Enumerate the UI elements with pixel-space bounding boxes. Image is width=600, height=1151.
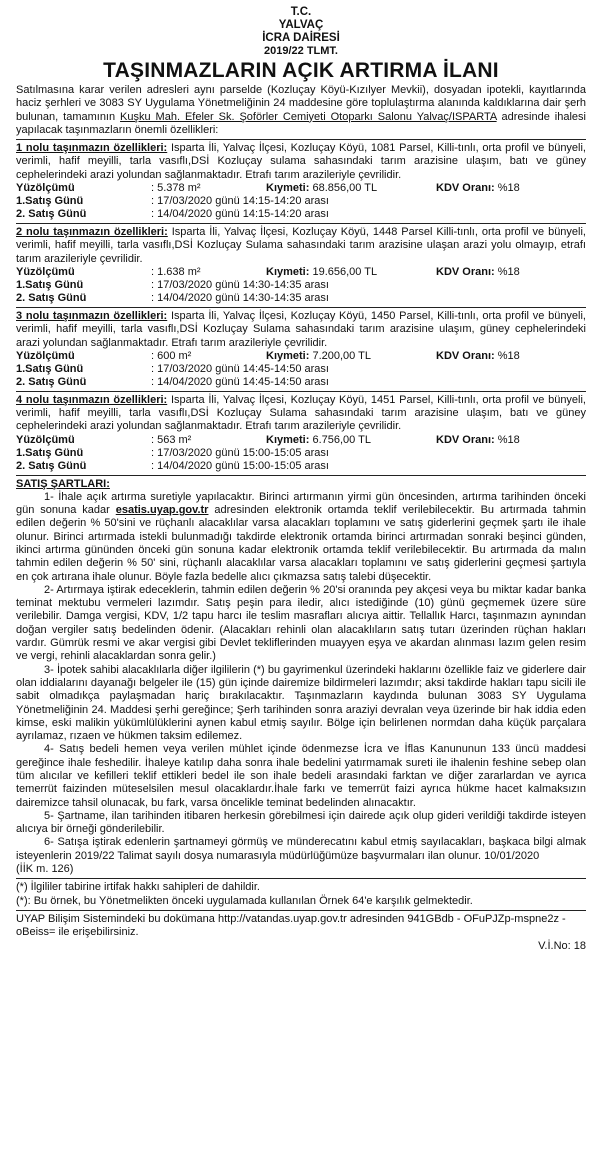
area-label: Yüzölçümü bbox=[16, 265, 75, 278]
sale-day-1-value: : 17/03/2020 günü 14:30-14:35 arası bbox=[151, 278, 329, 291]
sale-day-1-value: : 17/03/2020 günü 15:00-15:05 arası bbox=[151, 446, 329, 459]
sale-day-1-label: 1.Satış Günü bbox=[16, 195, 84, 208]
property-description: Isparta İli, Yalvaç İlçesi, Kozluçay Köyü, 1451 Parsel, Killi-tınlı, orta profil ve bünyeli, verimli, hafif meyilli, tarla vasıflı,DSİ Kozluçay Sulama sahasındaki tarım arazisine ulaşım, batı ve güney cephelerindeki arazi yolundan sağlanmaktadır. Etrafı tarım arazileriyle çevrilidir. bbox=[16, 393, 586, 433]
property-description: Isparta İli, Yalvaç İlçesi, Kozluçay Köyü, 1081 Parsel, Killi-tınlı, orta profil ve bünyeli, verimli, hafif meyilli, tarla vasıflı,DSİ Kozluçay sulama sahasındaki tarım arazisine ulaşım, batı ve güney cephelerindeki arazi yolundan sağlanmaktadır. Etrafı tarım arazileriyle çevrilidir. bbox=[16, 142, 586, 181]
kdv-rate: %18 bbox=[494, 182, 520, 195]
conditions-heading: SATIŞ ŞARTLARI: bbox=[16, 477, 110, 490]
divider bbox=[16, 307, 586, 308]
area-value: : 1.638 m² bbox=[151, 265, 201, 278]
header-line-city: YALVAÇ bbox=[278, 19, 324, 31]
notes bbox=[16, 881, 586, 908]
area-value: : 600 m² bbox=[151, 349, 192, 362]
property-block-2 bbox=[16, 226, 586, 305]
divider bbox=[16, 139, 586, 140]
area-value: : 563 m² bbox=[151, 433, 192, 446]
value-label: Kıymeti: bbox=[266, 265, 310, 278]
property-label: 4 nolu taşınmazın özellikleri: bbox=[16, 393, 168, 406]
sale-conditions bbox=[16, 478, 586, 877]
value-amount: 6.756,00 TL bbox=[309, 433, 371, 446]
sale-day-1-row bbox=[16, 279, 586, 292]
divider bbox=[16, 878, 586, 879]
sale-day-2-row bbox=[16, 208, 586, 221]
condition-1-text-a: 1- İhale açık artırma suretiyle yapılacaktır. Birinci artırmanın yirmi gün öncesinden, artırma tarihinden önceki gün sonuna kadar bbox=[16, 490, 586, 517]
kdv-rate: %18 bbox=[494, 265, 520, 278]
note-1: (*) İlgililer tabirine irtifak hakkı sahipleri de dahildir. bbox=[16, 881, 260, 894]
condition-1-text-b: adresinden elektronik ortamda teklif verilebilecektir. Bu artırmada tahmin edilen değerin % 50'sini ve rüçhanlı alacaklılar varsa alacakları toplamını ve satış giderlerini geçmek şartı ile ihale olunur. Birinci artırmada istekli bulunmadığı takdirde elektronik ortamda birinci artırmadan sonraki beşinci günden, ikinci artırma gününden önceki gün sonuna kadar elektronik ortamda teklif verilebilecektir. Bu artırmada da malın tahmin edilen değerin % 50' sini, rüçhanlı alacaklılar varsa alacakları toplamını ve satış giderlerini geçmesi şartıyla en çok artırana ihale olunur. Böyle fazla bedelle alıcı çıkmazsa satış talebi düşecektir. bbox=[16, 504, 586, 583]
intro-text-1: Satılmasına karar verilen adresleri aynı parselde (Kozluçay Köyü-Kızılyer Mevkii), dosyadan ipotekli, kayıtlarında haciz şerhleri ve 3083 SY Uygulama Yönetmeliğinin 24 maddesine göre toplulaştırma alanında kaldıklarına dair şerh bulunan, tamamının bbox=[16, 84, 586, 123]
kdv-label: KDV Oranı: bbox=[436, 433, 495, 446]
divider bbox=[16, 910, 586, 911]
sale-day-1-label: 1.Satış Günü bbox=[16, 278, 84, 291]
sale-day-2-label: 2. Satış Günü bbox=[16, 459, 87, 472]
uyap-access-text: UYAP Bilişim Sistemindeki bu dokümana http://vatandas.uyap.gov.tr adresinden 941GBdb - OFuPJZp-mspne2z - oBeiss= ile erişebilirsiniz. bbox=[16, 912, 566, 939]
intro-paragraph bbox=[16, 84, 586, 137]
area-label: Yüzölçümü bbox=[16, 433, 75, 446]
sale-day-2-label: 2. Satış Günü bbox=[16, 291, 87, 304]
condition-2: 2- Artırmaya iştirak edeceklerin, tahmin edilen değerin % 20'si oranında pey akçesi veya bu miktar kadar banka teminat mektubu vermeleri lazımdır. Satış peşin para iledir, alıcı istediğinde (10) günü geçmemek üzere süre verilebilir. Damga vergisi, KDV, 1/2 tapu harcı ile teslim masrafları alıcıya aittir. Tellallık Harcı, taşınmazın aynından doğan vergiler satış bedelinden ödenir. (Alacakları rehinli olan alacaklıların satış tutarı üzerinden rüçhan hakları vardır. Gümrük resmi ve akar vergisi gibi Devlet tekliflerinden muayyen eşya ve akardan alınması lazım gelen resim ve vergi, rehinli alacaklardan sonra gelir.) bbox=[16, 583, 586, 663]
value-amount: 7.200,00 TL bbox=[309, 349, 371, 362]
kdv-label: KDV Oranı: bbox=[436, 182, 495, 195]
condition-6: 6- Satışa iştirak edenlerin şartnameyi görmüş ve münderecatını kabul etmiş sayılacakları, başkaca bilgi almak isteyenlerin 2019/22 Talimat sayılı dosya numarasıyla müdürlüğümüze başvurmaları ilan olunur. 10/01/2020 bbox=[16, 836, 586, 862]
sale-day-1-label: 1.Satış Günü bbox=[16, 446, 84, 459]
property-block-1 bbox=[16, 142, 586, 221]
sale-day-1-row bbox=[16, 447, 586, 460]
divider bbox=[16, 391, 586, 392]
property-values bbox=[16, 266, 586, 279]
kdv-rate: %18 bbox=[494, 349, 520, 362]
sale-day-1-value: : 17/03/2020 günü 14:45-14:50 arası bbox=[151, 362, 329, 375]
sale-day-1-value: : 17/03/2020 günü 14:15-14:20 arası bbox=[151, 195, 329, 208]
kdv-label: KDV Oranı: bbox=[436, 265, 495, 278]
area-label: Yüzölçümü bbox=[16, 349, 75, 362]
sale-day-2-value: : 14/04/2020 günü 15:00-15:05 arası bbox=[151, 459, 329, 472]
sale-day-2-value: : 14/04/2020 günü 14:15-14:20 arası bbox=[151, 208, 329, 221]
condition-4: 4- Satış bedeli hemen veya verilen mühlet içinde ödenmezse İcra ve İflas Kanununun 133 üncü maddesi gereğince ihale feshedilir. İhaleye katılıp daha sonra ihale bedelini yatırmamak sureti ile ihalenin feshine sebep olan tüm alıcılar ve kefilleri teklif ettikleri bedel ile son ihale bedeli arasındaki farktan ve diğer zararlardan ve ayrıca temerrüt faizinden müteselsilen mesul olacaklardır.İhale farkı ve temerrüt faizi ayrıca hükme hacet kalmaksızın dairemizce tahsil olunacak, bu fark, varsa öncelikle teminat bedelinden alınacaktır. bbox=[16, 743, 586, 809]
sale-day-1-label: 1.Satış Günü bbox=[16, 362, 84, 375]
area-label: Yüzölçümü bbox=[16, 182, 75, 195]
footer bbox=[16, 913, 586, 953]
header-line-file: 2019/22 TLMT. bbox=[264, 45, 338, 57]
sale-day-1-row bbox=[16, 195, 586, 208]
condition-3: 3- İpotek sahibi alacaklılarla diğer ilgililerin (*) bu gayrimenkul üzerindeki haklarını özellikle faiz ve giderlere dair olan iddialarını dayanağı belgeler ile (15) gün içinde dairemize bildirmeleri lazımdır; aksi takdirde hakları tapu sicili ile sabit olmadıkça paylaşmadan hariç bırakılacaktır. Taşınmazların kaydında bulunan 3083 SY Uygulama Yönetmeliğinin 24. Maddesi şerhi gereğince; Şerh tarihinden sonra araziyi devralan veya üzerinde bir hak iddia eden kimse, eski malikin yükümlülüklerini aynen kabul etmiş sayılır. Bölge için belirlenen normdan daha küçük parçalara ayrılamaz, rızaen ve hükmen taksim edilemez. bbox=[16, 663, 586, 743]
property-description: Isparta İli, Yalvaç İlçesi, Kozluçay Köyü, 1450 Parsel, Killi-tınlı, orta profil ve bünyeli, verimli, hafif meyilli, tarla vasıflı,DSİ Kozluçay Sulama sahasındaki tarım arazisine ulaşım, güney cephelerindeki arazi yolundan sağlanmaktadır. Etrafı tarım arazileriyle çevrilidir. bbox=[16, 309, 586, 349]
property-label: 1 nolu taşınmazın özellikleri: bbox=[16, 142, 168, 155]
property-block-4 bbox=[16, 394, 586, 473]
esatis-link[interactable]: esatis.uyap.gov.tr bbox=[115, 504, 209, 517]
property-block-3 bbox=[16, 310, 586, 389]
notice-page bbox=[16, 6, 586, 953]
condition-5: 5- Şartname, ilan tarihinden itibaren herkesin görebilmesi için dairede açık olup gideri verildiği takdirde isteyen alıcıya bir örneği gönderilebilir. bbox=[16, 809, 586, 836]
sale-day-2-value: : 14/04/2020 günü 14:45-14:50 arası bbox=[151, 375, 329, 388]
header-line-tc: T.C. bbox=[290, 6, 312, 18]
intro-text-2: adresinde ihalesi yapılacak taşınmazların önemli özellikleri: bbox=[16, 110, 586, 136]
sale-day-1-row bbox=[16, 363, 586, 376]
kdv-rate: %18 bbox=[494, 433, 520, 446]
value-label: Kıymeti: bbox=[266, 182, 310, 195]
value-amount: 68.856,00 TL bbox=[309, 182, 378, 195]
property-values bbox=[16, 182, 586, 195]
property-label: 2 nolu taşınmazın özellikleri: bbox=[16, 226, 168, 239]
divider bbox=[16, 223, 586, 224]
page-title: TAŞINMAZLARIN AÇIK ARTIRMA İLANI bbox=[103, 59, 499, 82]
sale-location-address: Kuşku Mah. Efeler Sk. Şoförler Cemiyeti Otoparkı Salonu Yalvaç/ISPARTA bbox=[120, 110, 497, 123]
sale-day-2-value: : 14/04/2020 günü 14:30-14:35 arası bbox=[151, 291, 329, 304]
property-values bbox=[16, 350, 586, 363]
condition-1 bbox=[16, 491, 586, 584]
sale-day-2-label: 2. Satış Günü bbox=[16, 208, 87, 221]
header-line-office: İCRA DAİRESİ bbox=[262, 32, 340, 44]
note-2: (*): Bu örnek, bu Yönetmelikten önceki uygulamada kullanılan Örnek 64'e karşılık gelmektedir. bbox=[16, 894, 473, 907]
property-description: Isparta İli, Yalvaç İlçesi, Kozluçay Köyü, 1448 Parsel Killi-tınlı, orta profil ve bünyeli, verimli, hafif meyilli, tarla vasıflı,DSİ Kozluçay Sulama sahasındaki tarım arazisine ulaşan arazi yolu olmayıp, etrafı tarım arazileriyle çevrilidir. bbox=[16, 226, 586, 265]
value-label: Kıymeti: bbox=[266, 349, 310, 362]
sale-day-2-row bbox=[16, 460, 586, 473]
property-label: 3 nolu taşınmazın özellikleri: bbox=[16, 309, 168, 322]
area-value: : 5.378 m² bbox=[151, 182, 201, 195]
version-number: V.İ.No: 18 bbox=[538, 939, 586, 952]
sale-day-2-row bbox=[16, 376, 586, 389]
sale-day-2-row bbox=[16, 292, 586, 305]
property-values bbox=[16, 434, 586, 447]
legal-reference: (İİK m. 126) bbox=[16, 863, 74, 876]
sale-day-2-label: 2. Satış Günü bbox=[16, 375, 87, 388]
value-amount: 19.656,00 TL bbox=[309, 265, 378, 278]
header-block bbox=[16, 6, 586, 58]
value-label: Kıymeti: bbox=[266, 433, 310, 446]
kdv-label: KDV Oranı: bbox=[436, 349, 495, 362]
divider bbox=[16, 475, 586, 476]
